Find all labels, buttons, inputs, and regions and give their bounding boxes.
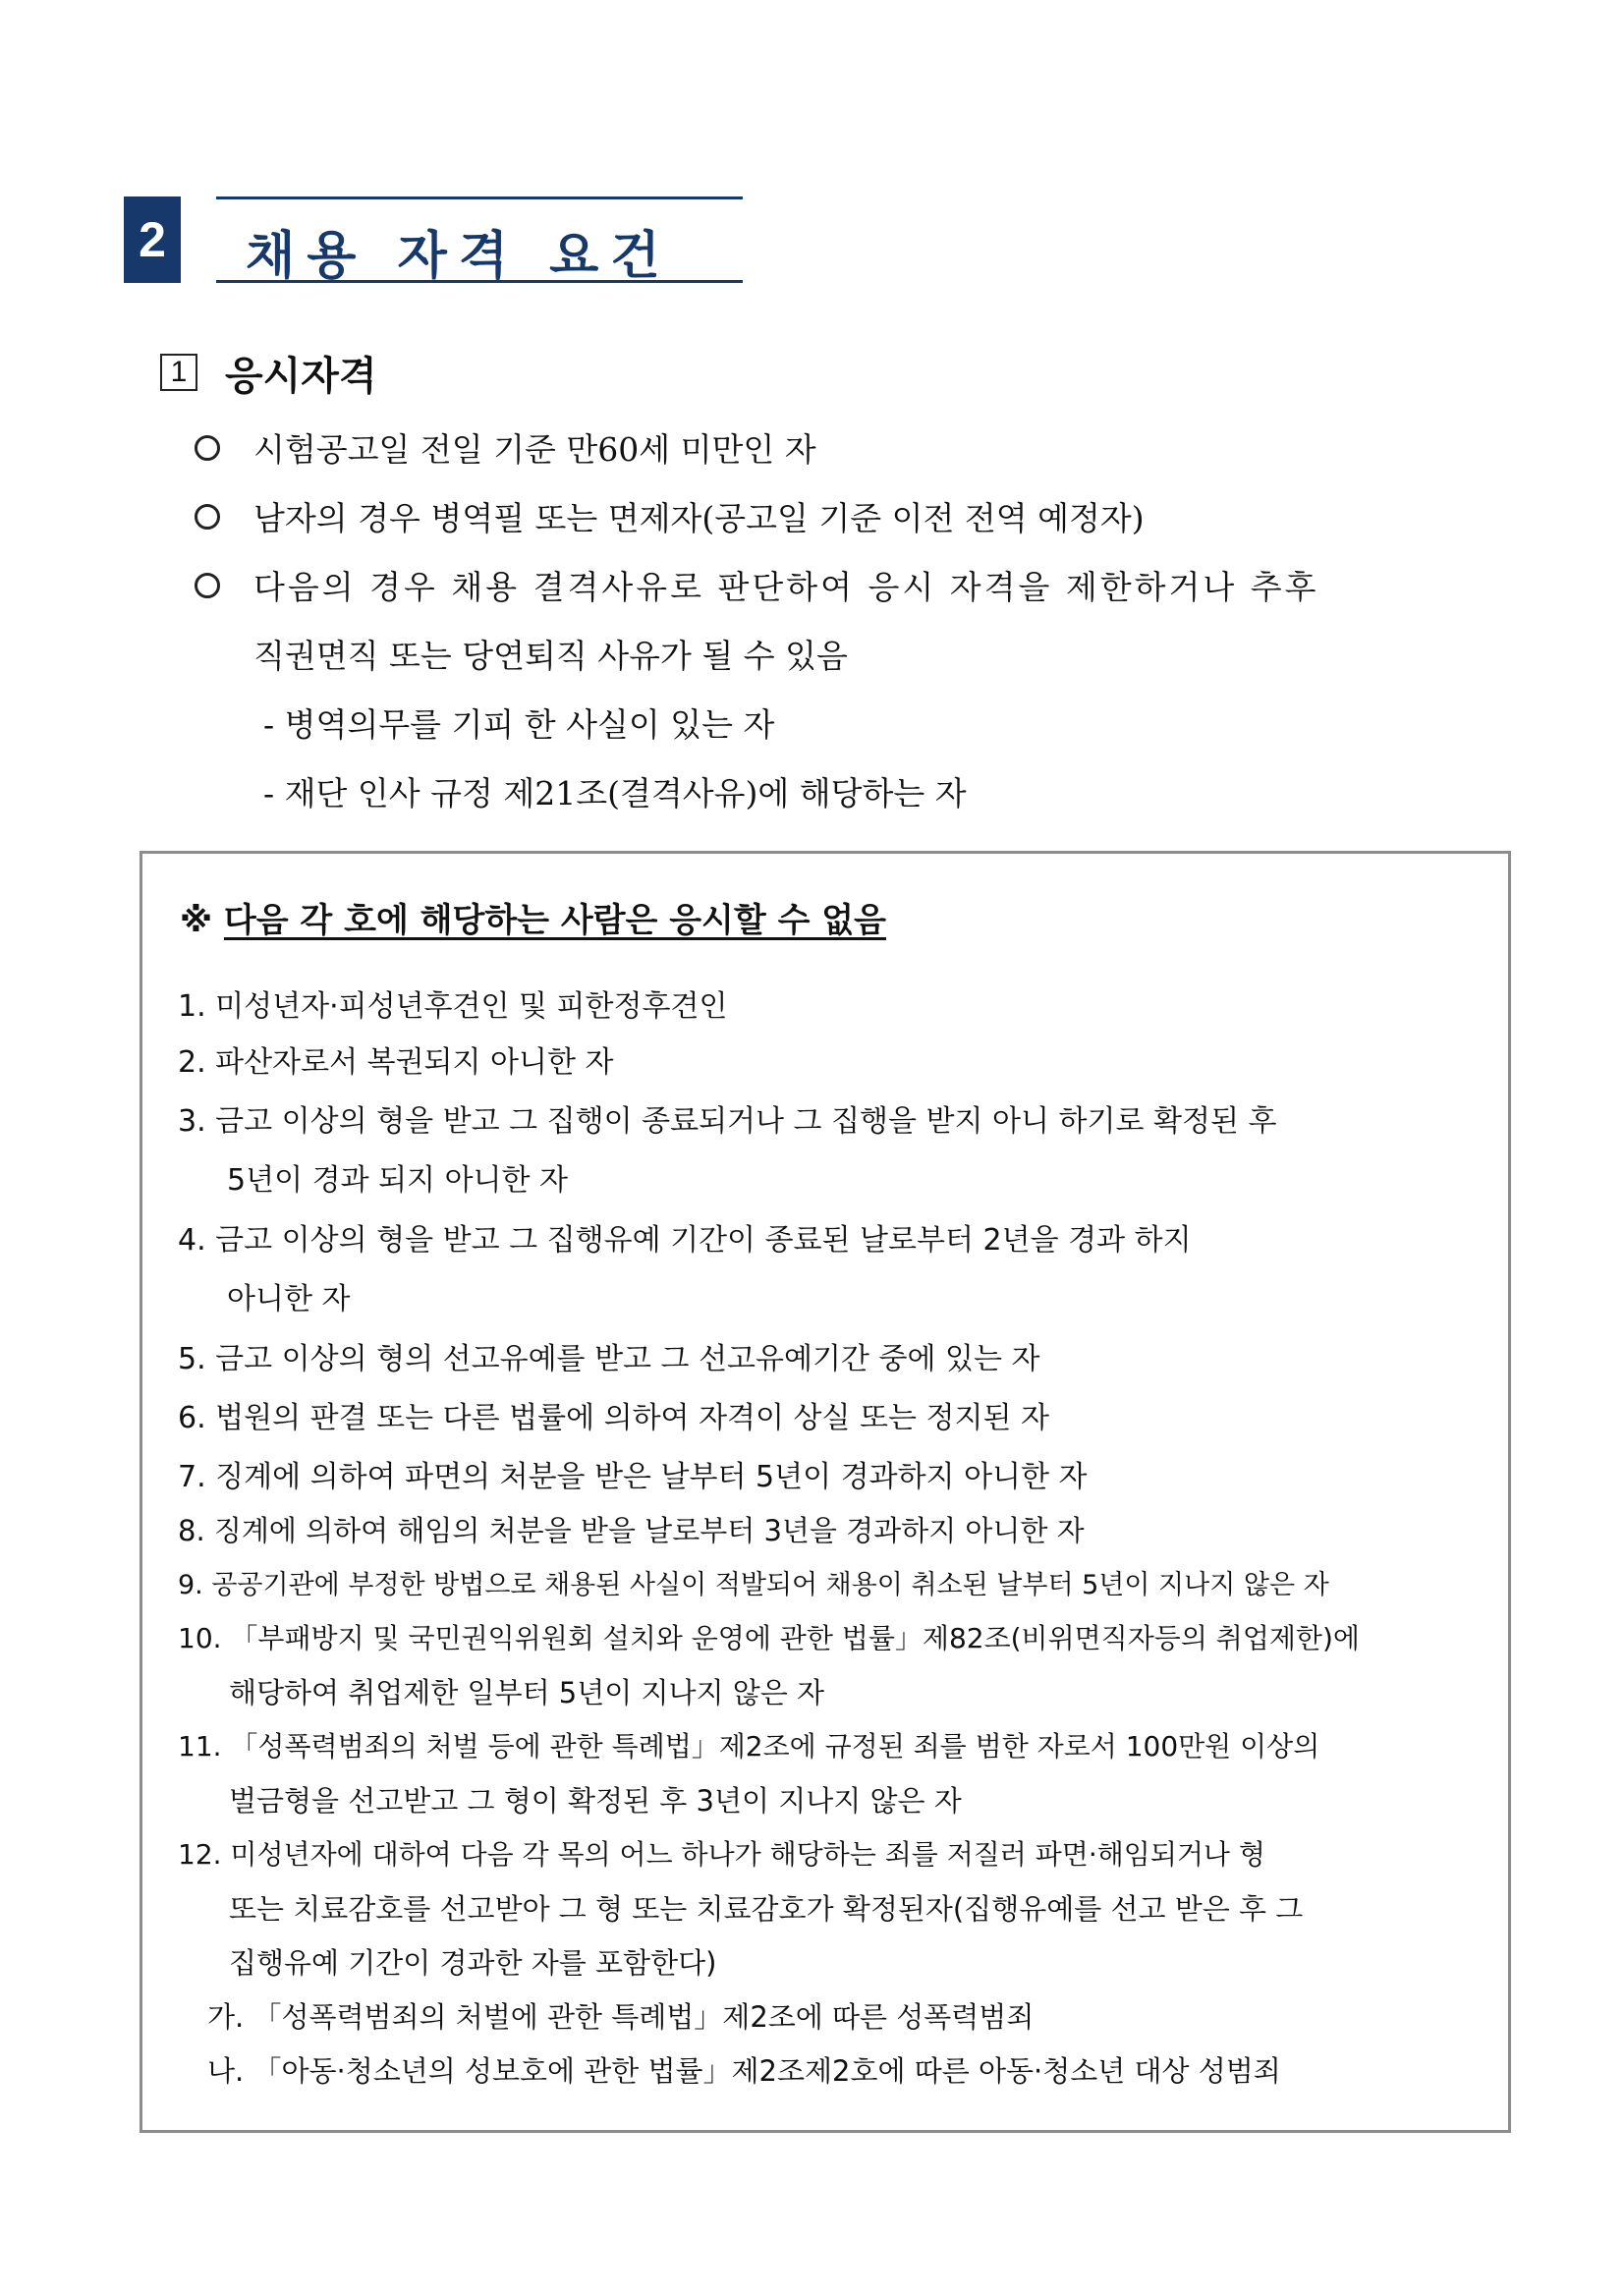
note-line: 8. 징계에 의하여 해임의 처분을 받을 날로부터 3년을 경과하지 아니한 자: [178, 1514, 1085, 1547]
section-title-box: [216, 196, 743, 286]
note-line: 10. 「부패방지 및 국민권익위원회 설치와 운영에 관한 법률」제82조(비위면직자등의 취업제한)에: [178, 1622, 1360, 1654]
note-line: 11. 「성폭력범죄의 처벌 등에 관한 특례법」제2조에 규정된 죄를 범한 자로서 100만원 이상의: [178, 1730, 1320, 1763]
note-line: 벌금형을 선고받고 그 형이 확정된 후 3년이 지나지 않은 자: [229, 1784, 962, 1818]
bullet-item: [195, 493, 1145, 539]
circle-bullet-icon: [195, 435, 220, 461]
note-line: 나. 「아동·청소년의 성보호에 관한 법률」제2조제2호에 따른 아동·청소년 대상 성범죄: [207, 2054, 1281, 2088]
note-title-text: 다음 각 호에 해당하는 사람은 응시할 수 없음: [223, 901, 886, 940]
note-line: 아니한 자: [227, 1282, 351, 1316]
subsection-title: 응시자격: [225, 352, 377, 399]
bullet-item: [195, 562, 1319, 608]
disqualification-box: [140, 851, 1511, 2133]
dash-item: - 재단 인사 규정 제21조(결격사유)에 해당하는 자: [263, 774, 967, 812]
note-line: 또는 치료감호를 선고받아 그 형 또는 치료감호가 확정된자(집행유예를 선고 받은 후 그: [229, 1892, 1304, 1926]
note-line: 1. 미성년자·피성년후견인 및 피한정후견인: [178, 989, 728, 1024]
subsection-header: [160, 349, 377, 399]
section-title: 채용 자격 요건: [246, 227, 672, 286]
circle-bullet-icon: [195, 573, 220, 598]
bullet-item: [195, 424, 816, 471]
section-number: 2: [124, 196, 181, 283]
bullet-text: 다음의 경우 채용 결격사유로 판단하여 응시 자격을 제한하거나 추후: [253, 568, 1319, 606]
note-line: 4. 금고 이상의 형을 받고 그 집행유예 기간이 종료된 날로부터 2년을 경과 하지: [178, 1223, 1192, 1258]
bullet-text: 시험공고일 전일 기준 만60세 미만인 자: [253, 430, 816, 469]
note-line: 가. 「성폭력범죄의 처벌에 관한 특례법」제2조에 따른 성폭력범죄: [207, 2000, 1035, 2034]
note-line: 12. 미성년자에 대하여 다음 각 목의 어느 하나가 해당하는 죄를 저질러 파면·해임되거나 형: [178, 1838, 1265, 1871]
section-header: [124, 196, 743, 286]
circle-bullet-icon: [195, 504, 220, 530]
note-line: 9. 공공기관에 부정한 방법으로 채용된 사실이 적발되어 채용이 취소된 날부터 5년이 지나지 않은 자: [178, 1570, 1329, 1600]
note-line: 5. 금고 이상의 형의 선고유예를 받고 그 선고유예기간 중에 있는 자: [178, 1342, 1040, 1376]
subsection-number: 1: [160, 354, 197, 391]
note-title: [180, 893, 886, 941]
note-line: 6. 법원의 판결 또는 다른 법률에 의하여 자격이 상실 또는 정지된 자: [178, 1401, 1049, 1435]
note-line: 3. 금고 이상의 형을 받고 그 집행이 종료되거나 그 집행을 받지 아니 하기로 확정된 후: [178, 1104, 1277, 1139]
note-line: 2. 파산자로서 복권되지 아니한 자: [178, 1045, 614, 1080]
bullet-continuation: 직권면직 또는 당연퇴직 사유가 될 수 있음: [253, 637, 848, 675]
bullet-text: 남자의 경우 병역필 또는 면제자(공고일 기준 이전 전역 예정자): [253, 499, 1145, 537]
note-line: 해당하여 취업제한 일부터 5년이 지나지 않은 자: [229, 1676, 825, 1709]
note-line: 집행유예 기간이 경과한 자를 포함한다): [229, 1946, 717, 1980]
note-line: 7. 징계에 의하여 파면의 처분을 받은 날부터 5년이 경과하지 아니한 자: [178, 1460, 1088, 1494]
reference-mark-icon: ※: [180, 901, 213, 940]
note-line: 5년이 경과 되지 아니한 자: [227, 1163, 569, 1198]
dash-item: - 병역의무를 기피 한 사실이 있는 자: [263, 705, 775, 744]
